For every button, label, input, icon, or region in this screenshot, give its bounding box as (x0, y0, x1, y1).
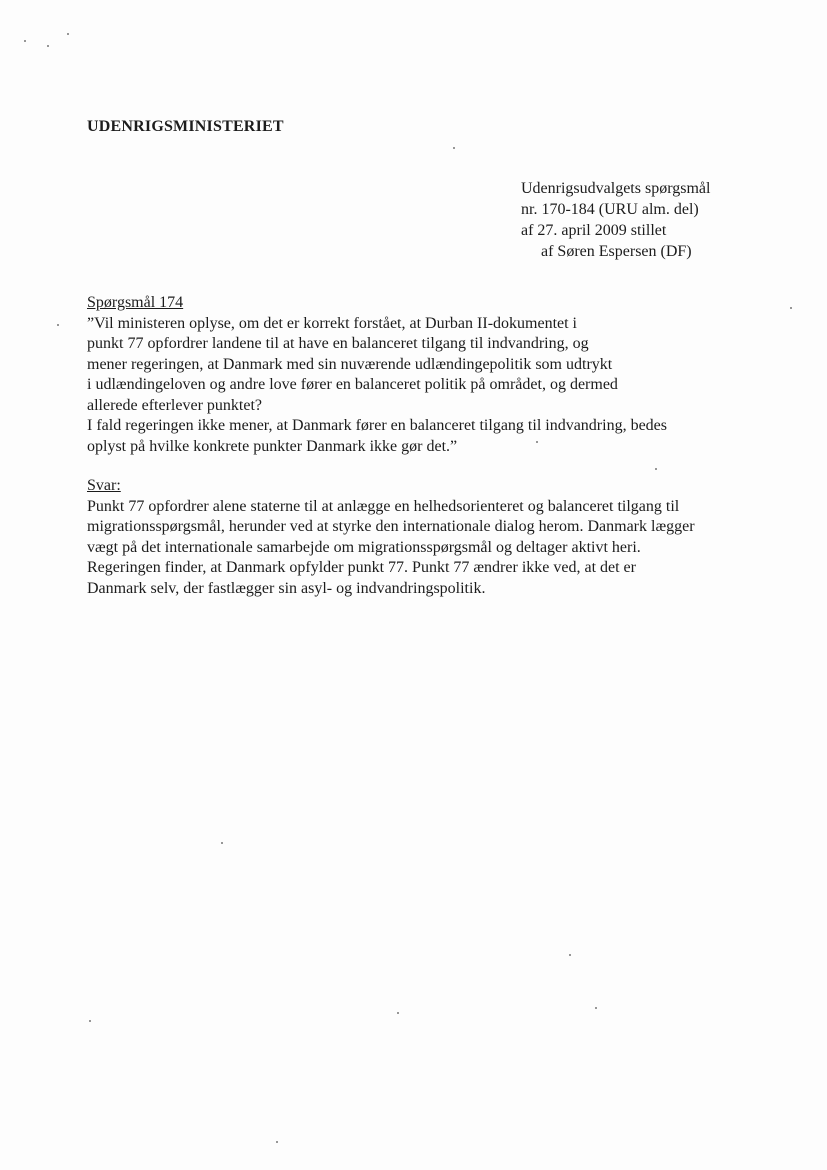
answer-line: migrationsspørgsmål, herunder ved at styrke den internationale dialog herom. Danmark lægger (87, 518, 695, 535)
scan-speck (89, 1020, 91, 1022)
scan-speck (655, 468, 657, 470)
scan-speck (67, 33, 69, 35)
answer-heading: Svar: (87, 477, 121, 494)
question-heading: Spørgsmål 174 (87, 294, 184, 311)
answer-line: Punkt 77 opfordrer alene staterne til at anlægge en helhedsorienteret og balanceret tilgang til (87, 497, 680, 515)
scan-speck (453, 147, 455, 149)
scan-speck (24, 40, 26, 42)
scan-speck (221, 842, 223, 844)
question-line: ”Vil ministeren oplyse, om det er korrekt forstået, at Durban II-dokumentet i (87, 314, 577, 332)
question-reference (521, 178, 801, 262)
scan-speck (57, 324, 59, 326)
scan-speck (397, 1012, 399, 1014)
question-line: oplyst på hvilke konkrete punkter Danmark ikke gør det.” (87, 437, 458, 455)
question-line: punkt 77 opfordrer landene til at have en balanceret tilgang til indvandring, og (87, 335, 589, 352)
question-line: allerede efterlever punktet? (87, 396, 262, 414)
scan-speck (276, 1141, 278, 1143)
scan-speck (47, 45, 49, 47)
question-line: mener regeringen, at Danmark med sin nuværende udlændingepolitik som udtrykt (87, 355, 613, 373)
scan-speck (595, 1007, 597, 1009)
question-line: I fald regeringen ikke mener, at Danmark fører en balanceret tilgang til indvandring, bedes (87, 417, 668, 434)
scan-speck (790, 307, 792, 309)
reference-line: af 27. april 2009 stillet (521, 222, 667, 239)
scan-speck (536, 441, 538, 443)
answer-line: Danmark selv, der fastlægger sin asyl- og indvandringspolitik. (87, 579, 486, 597)
reference-line: Udenrigsudvalgets spørgsmål (521, 180, 711, 197)
reference-line: af Søren Espersen (DF) (541, 243, 692, 260)
ministry-name: UDENRIGSMINISTERIET (87, 118, 284, 135)
scan-speck (569, 954, 571, 956)
answer-line: vægt på det internationale samarbejde om migrationsspørgsmål og deltager aktivt heri. (87, 538, 641, 556)
answer-section (87, 476, 797, 599)
question-section (87, 293, 787, 457)
question-line: i udlændingeloven og andre love fører en balanceret politik på området, og dermed (87, 376, 618, 393)
answer-line: Regeringen finder, at Danmark opfylder punkt 77. Punkt 77 ændrer ikke ved, at det er (87, 559, 636, 576)
reference-line: nr. 170-184 (URU alm. del) (521, 201, 699, 218)
